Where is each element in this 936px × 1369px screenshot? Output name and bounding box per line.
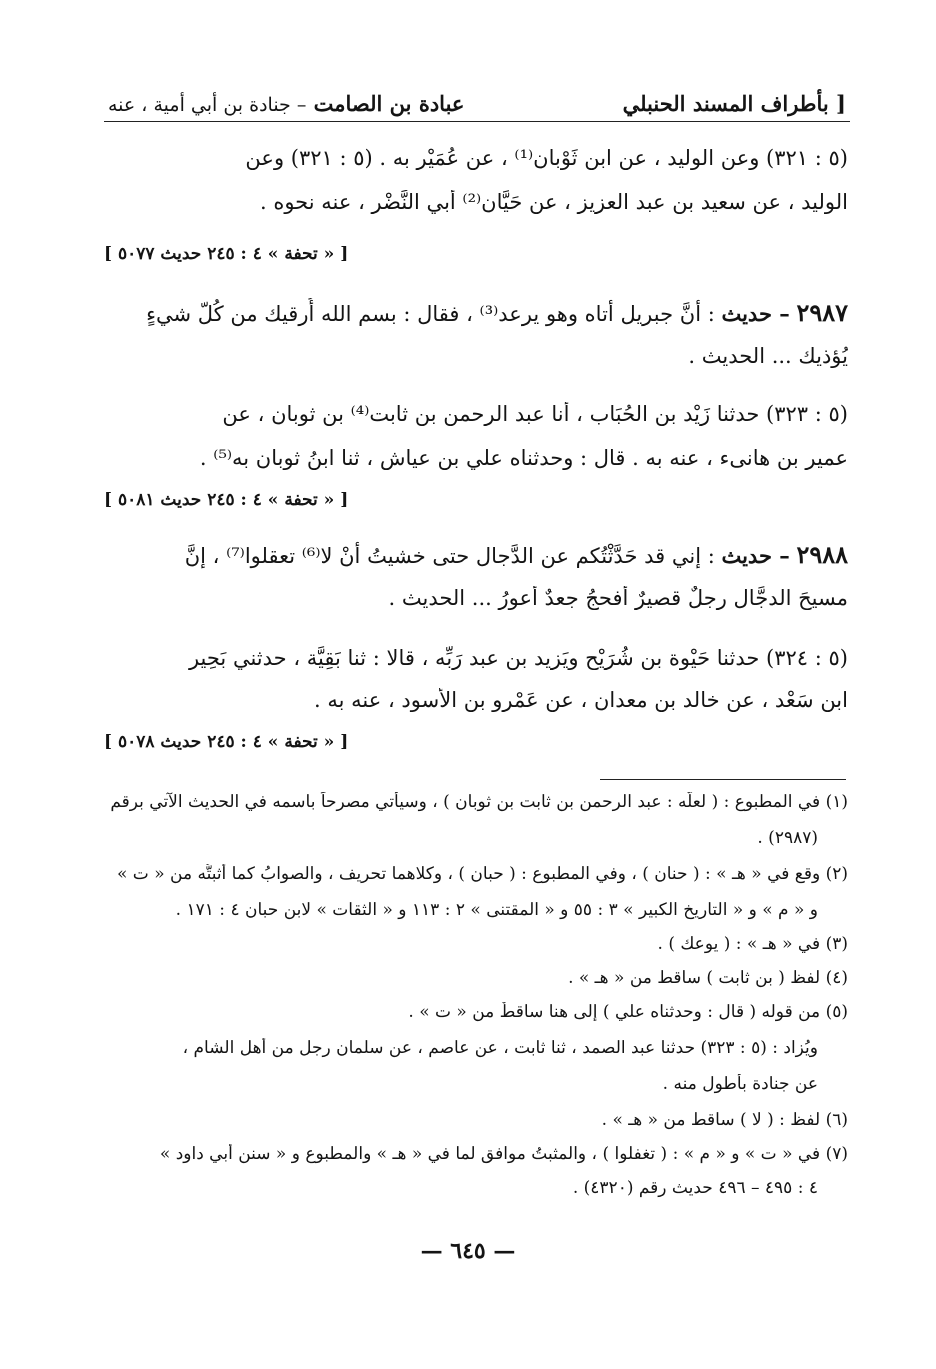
footnote-5-cont: ويُزاد : (٥ : ٣٢٣) حدثنا عبد الصمد ، ثنا ثابت ، عن عاصم ، عن سلمان رجل من أهل الشام ، (182, 1038, 818, 1058)
hadith-2988 (104, 534, 848, 624)
tuhfa-reference (104, 244, 848, 270)
tuhfa-reference (104, 490, 848, 516)
reference-text: [ « تحفة » ٤ : ٢٤٥ حديث ٥٠٧٨ ] (104, 732, 349, 752)
hadith-text: : إني قد حَدَّثْتُكم عن الدَّجال حتى خشيتُ أنْ لا⁽⁶⁾ تعقلوا⁽⁷⁾ ، إنَّ (184, 544, 715, 568)
text-line: عمير بن هانىء ، عنه به . قال : وحدثناه علي بن عياش ، ثنا ابنُ ثوبان به⁽⁵⁾ . (199, 446, 848, 470)
footnotes (104, 792, 848, 1212)
hadith-heading-line (104, 298, 848, 327)
hadith-heading-line (104, 540, 848, 569)
hadith-keyword: – حديث (721, 543, 790, 568)
header-book-title: بأطراف المسند الحنبلي ] (622, 91, 846, 116)
footnote-5-cont: عن جنادة بأطول منه . (662, 1074, 818, 1094)
hadith-text: : أنَّ جبريل أتاه وهو يرعد⁽³⁾ ، فقال : بسم الله أُرقيك من كُلّ شيءٍ (146, 302, 715, 326)
footnote-6: (٦) لفظ : ( لا ) ساقط من « هـ » . (601, 1110, 848, 1130)
header-rule (104, 121, 850, 122)
hadith-number: ٢٩٨٨ (796, 540, 848, 569)
hadith-number: ٢٩٨٧ (796, 298, 848, 327)
reference-text: [ « تحفة » ٤ : ٢٤٥ حديث ٥٠٧٧ ] (104, 244, 349, 264)
text-line: ابن سَعْد ، عن خالد بن معدان ، عن عَمْرو بن الأسود ، عنه به . (314, 688, 848, 712)
paragraph-continuation (104, 140, 848, 230)
page-number: — ٦٤٥ — (420, 1238, 516, 1264)
header-section-title (108, 91, 464, 116)
footnote-7-cont: ٤ : ٤٩٥ – ٤٩٦ حديث رقم (٤٣٢٠) . (572, 1178, 818, 1198)
header-narrator-chain: – جنادة بن أبي أمية ، عنه (108, 94, 307, 116)
text-line: الوليد ، عن سعيد بن عبد العزيز ، عن حَيَّان⁽²⁾ أبي النَّضْر ، عنه نحوه . (259, 190, 848, 214)
paragraph-isnad (104, 642, 848, 732)
footnote-2-cont: و « م » و « التاريخ الكبير » ٣ : ٥٥ و « المقتنى » ٢ : ١١٣ و « الثقات » لابن حبان ٤ : ١٧١ . (175, 900, 818, 920)
footnote-rule (600, 779, 846, 780)
footnote-7: (٧) في « ت » و « م » : ( تغفلوا ) ، والمثبتُ موافق لما في « هـ » والمطبوع و « سنن أبي داود » (159, 1144, 848, 1164)
footnote-4: (٤) لفظ ( بن ثابت ) ساقط من « هـ » . (568, 968, 848, 988)
text-line: مسيحَ الدجَّال رجلٌ قصيرٌ أفحجُ جعدٌ أعورُ ... الحديث . (388, 586, 848, 610)
running-header (108, 80, 846, 116)
text-line: (٥ : ٣٢١) وعن الوليد ، عن ابن ثَوْبان⁽¹⁾ ، عن عُمَيْرٍ به . (٥ : ٣٢١) وعن (245, 146, 848, 170)
hadith-keyword: – حديث (721, 301, 790, 326)
text-line: (٥ : ٣٢٤) حدثنا حَيْوة بن شُرَيْح ويَزِيد بن عبد رَبِّه ، قالا : ثنا بَقِيَّة ، حدثني بَحِير (188, 646, 848, 670)
footnote-2: (٢) وقع في « هـ » : ( حنان ) ، وفي المطبوع : ( حبان ) ، وكلاهما تحريف ، والصوابُ كما أثبتُّه من « ت » (116, 864, 848, 884)
footnote-1: (١) في المطبوع : ( لعلّه : عبد الرحمن بن ثابت بن ثوبان ) ، وسيأتي مصرحاً باسمه في الحديث الآتي برقم (110, 792, 848, 812)
footnote-3: (٣) في « هـ » : ( يوعك ) . (657, 934, 848, 954)
text-line: يُؤذيك ... الحديث . (688, 344, 848, 368)
header-companion-name: عبادة بن الصامت (313, 91, 465, 116)
tuhfa-reference (104, 732, 848, 758)
footnote-1-cont: (٢٩٨٧) . (757, 828, 818, 848)
reference-text: [ « تحفة » ٤ : ٢٤٥ حديث ٥٠٨١ ] (104, 490, 349, 510)
hadith-2987 (104, 292, 848, 382)
footnote-5: (٥) من قوله ( قال : وحدثناه علي ) إلى هنا ساقطٌ من « ت » . (408, 1002, 848, 1022)
paragraph-isnad (104, 398, 848, 488)
text-line: (٥ : ٣٢٣) حدثنا زَيْد بن الحُبَاب ، أنا عبد الرحمن بن ثابت⁽⁴⁾ بن ثوبان ، عن (222, 402, 848, 426)
